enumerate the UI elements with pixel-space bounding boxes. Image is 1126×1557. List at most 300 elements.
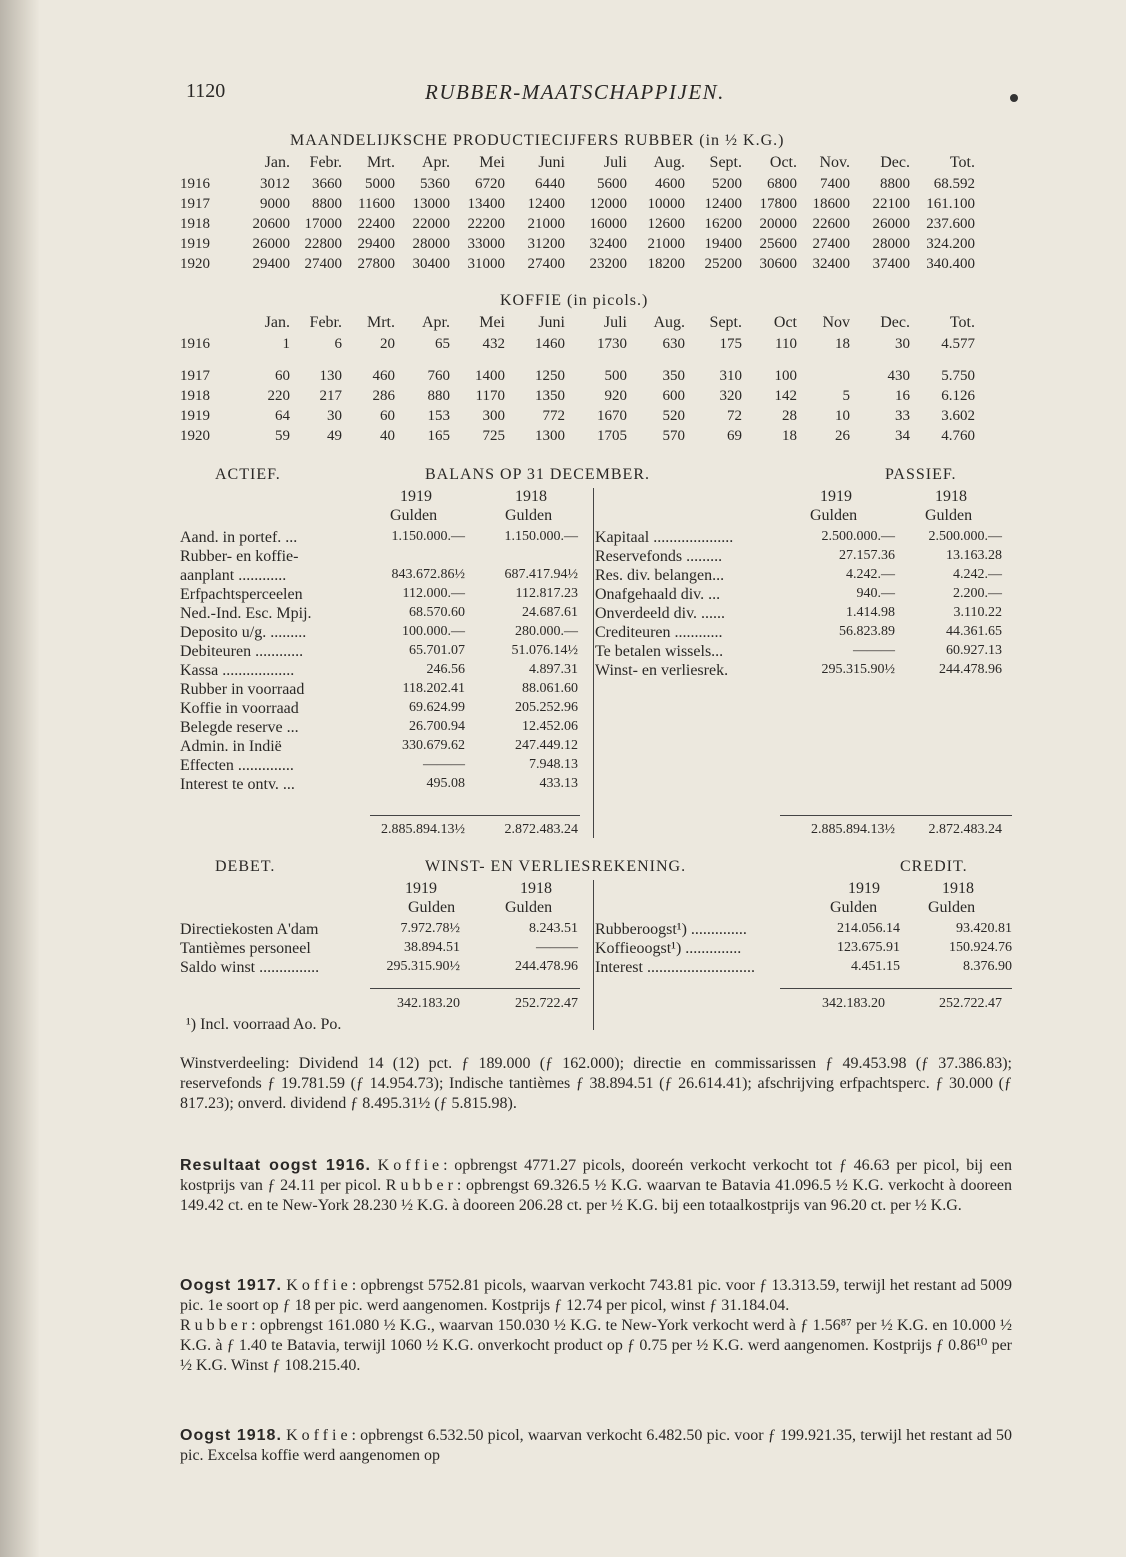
line-label: Koffieoogst¹) .............. (595, 940, 742, 957)
koffie-cell: 26 (835, 428, 850, 444)
value-1919: 4.451.15 (851, 959, 900, 974)
value-1918: 687.417.94½ (504, 567, 578, 582)
rubber-cell: 161.100 (926, 196, 975, 212)
credit-unit-1919: Gulden (830, 899, 878, 916)
value-1919: 843.672.86½ (391, 567, 465, 582)
rubber-cell: 18600 (812, 196, 850, 212)
line-label: Deposito u/g. ......... (180, 624, 307, 641)
koffie-cell: 320 (719, 388, 742, 404)
debet-total-1918: 252.722.47 (515, 996, 578, 1011)
value-1918: 2.200.— (953, 586, 1002, 601)
passief-line (595, 605, 1002, 625)
koffie-year-label: 1919 (180, 408, 210, 424)
rubber-cell: 17000 (304, 216, 342, 232)
line-label: Aand. in portef. ... (180, 529, 298, 546)
value-1919: 65.701.07 (409, 643, 465, 658)
oogst-1917-paragraph (180, 1276, 1012, 1376)
rubber-cell: 3660 (312, 176, 342, 192)
value-1918: 4.242.— (953, 567, 1002, 582)
rubber-cell: 12400 (527, 196, 565, 212)
rubber-cell: 27400 (812, 236, 850, 252)
koffie-cell: 460 (372, 368, 395, 384)
line-label: Ned.-Ind. Esc. Mpij. (180, 605, 312, 622)
koffie-cell: 175 (719, 336, 742, 352)
resultaat-1916-heading: Resultaat oogst 1916. (180, 1157, 371, 1174)
rubber-cell: 237.600 (926, 216, 975, 232)
value-1919: 1.150.000.— (391, 529, 465, 544)
credit-total-1919: 342.183.20 (822, 996, 885, 1011)
koffie-cell: 880 (427, 388, 450, 404)
value-1919: 123.675.91 (837, 940, 900, 955)
rubber-table-caption: MAANDELIJKSCHE PRODUCTIECIJFERS RUBBER (in ½ K.G.) (290, 132, 785, 149)
rubber-cell: 10000 (647, 196, 685, 212)
rubber-cell: 13000 (412, 196, 450, 212)
line-label: Kassa .................. (180, 662, 295, 679)
value-1918: 93.420.81 (956, 921, 1012, 936)
rubber-cell: 340.400 (926, 256, 975, 272)
koffie-cell: 432 (482, 336, 505, 352)
koffie-year-label: 1916 (180, 336, 210, 352)
value-1918: 247.449.12 (515, 738, 578, 753)
passief-line (595, 624, 1002, 644)
rubber-cell: 16000 (589, 216, 627, 232)
value-1918: 244.478.96 (515, 959, 578, 974)
value-1918: 24.687.61 (522, 605, 578, 620)
line-label: Koffie in voorraad (180, 700, 299, 717)
koffie-cell: 5.750 (941, 368, 975, 384)
actief-unit-1918: Gulden (505, 507, 553, 524)
value-1919: 295.315.90½ (386, 959, 460, 974)
actief-line (180, 700, 578, 720)
actief-line (180, 757, 578, 777)
koffie-cell: 300 (482, 408, 505, 424)
line-label: Saldo winst ............... (180, 959, 320, 976)
rubber-cell: 30400 (412, 256, 450, 272)
actief-line (180, 586, 578, 606)
koffie-col-header: Mei (479, 314, 505, 331)
koffie-cell: 49 (327, 428, 342, 444)
koffie-cell: 40 (380, 428, 395, 444)
passief-year-1919: 1919 (820, 488, 852, 505)
rubber-cell: 22400 (357, 216, 395, 232)
koffie-cell: 430 (887, 368, 910, 384)
actief-line (180, 624, 578, 644)
passief-line (595, 548, 1002, 568)
credit-label: CREDIT. (900, 858, 968, 875)
line-label: Rubber- en koffie- (180, 548, 299, 565)
value-1919: 27.157.36 (839, 548, 895, 563)
rubber-production-table (180, 154, 1010, 274)
rubber-cell: 22100 (872, 196, 910, 212)
rubber-cell: 23200 (589, 256, 627, 272)
rubber-cell: 27800 (357, 256, 395, 272)
value-1919: 330.679.62 (402, 738, 465, 753)
koffie-year-label: 1918 (180, 388, 210, 404)
line-label: Onverdeeld div. ...... (595, 605, 726, 622)
koffie-cell: 600 (662, 388, 685, 404)
value-1918: ——— (536, 940, 578, 955)
koffie-year-label: 1920 (180, 428, 210, 444)
balans-table (180, 488, 1012, 848)
line-label: Debiteuren ............ (180, 643, 304, 660)
line-label: Onafgehaald div. ... (595, 586, 721, 603)
rubber-cell: 20600 (252, 216, 290, 232)
credit-line (595, 940, 1012, 960)
actief-line (180, 548, 578, 568)
credit-year-1919: 1919 (848, 880, 880, 897)
resultaat-1916-koffie-text: : opbrengst 4771.27 picols, dooreén verkocht verkocht tot ƒ 46.63 per picol, bij een kostprijs van ƒ 24.11 per picol. (180, 1157, 1013, 1194)
koffie-cell: 1670 (597, 408, 627, 424)
value-1919: 69.624.99 (409, 700, 465, 715)
book-spine-shadow (0, 0, 40, 1557)
koffie-cell: 60 (275, 368, 290, 384)
debet-line (180, 921, 578, 941)
ink-dot (1010, 94, 1018, 102)
passief-line (595, 567, 1002, 587)
rubber-cell: 11600 (358, 196, 395, 212)
koffie-cell: 725 (482, 428, 505, 444)
koffie-cell: 520 (662, 408, 685, 424)
rubber-col-header: Oct. (769, 154, 797, 171)
koffie-cell: 18 (782, 428, 797, 444)
actief-line (180, 719, 578, 739)
balans-center-rule (593, 488, 594, 838)
credit-year-1918: 1918 (942, 880, 974, 897)
line-label: Erfpachtsperceelen (180, 586, 303, 603)
value-1918: 12.452.06 (522, 719, 578, 734)
koffie-cell: 630 (662, 336, 685, 352)
rubber-cell: 26000 (872, 216, 910, 232)
value-1918: 7.948.13 (529, 757, 578, 772)
koffie-col-header: Sept. (709, 314, 742, 331)
line-label: Interest ........................... (595, 959, 755, 976)
rubber-cell: 30600 (759, 256, 797, 272)
rubber-col-header: Sept. (709, 154, 742, 171)
rubber-cell: 5200 (712, 176, 742, 192)
actief-line (180, 776, 578, 796)
koffie-cell: 3.602 (941, 408, 975, 424)
line-label: Rubberoogst¹) .............. (595, 921, 747, 938)
passief-line (595, 586, 1002, 606)
koffie-cell: 1730 (597, 336, 627, 352)
passief-line (595, 662, 1002, 682)
value-1918: 112.817.23 (515, 586, 578, 601)
debet-line (180, 959, 578, 979)
rubber-year-label: 1918 (180, 216, 210, 232)
rubber-cell: 25600 (759, 236, 797, 252)
rubber-col-header: Nov. (819, 154, 850, 171)
koffie-cell: 1460 (535, 336, 565, 352)
winst-title: WINST- EN VERLIESREKENING. (425, 858, 687, 875)
resultaat-1916-rubber-text: : opbrengst 69.326.5 ½ K.G. waarvan te Batavia 41.096.5 ½ K.G. verkocht à dooreen 149.42 ct. en te New-York 28.230 ½ K.G. à dooreen 206.28 ct. per ½ K.G. bij een totaalkostprijs van 96.20 ct. per ½ K.G. (180, 1177, 1012, 1214)
value-1918: 244.478.96 (939, 662, 1002, 677)
rubber-cell: 13400 (467, 196, 505, 212)
rubber-cell: 21000 (647, 236, 685, 252)
koffie-cell: 5 (842, 388, 850, 404)
value-1918: 51.076.14½ (511, 643, 578, 658)
rubber-cell: 68.592 (933, 176, 975, 192)
debet-year-1919: 1919 (405, 880, 437, 897)
value-1919: 38.894.51 (404, 940, 460, 955)
balans-title: BALANS OP 31 DECEMBER. (425, 466, 650, 483)
actief-sum-rule (370, 815, 580, 816)
value-1919: 495.08 (426, 776, 465, 791)
debet-unit-1919: Gulden (408, 899, 456, 916)
credit-line (595, 921, 1012, 941)
winst-table (180, 880, 1012, 1020)
actief-line (180, 567, 578, 587)
rubber-cell: 29400 (357, 236, 395, 252)
winst-center-rule (593, 880, 594, 1030)
koffie-cell: 59 (275, 428, 290, 444)
rubber-year-label: 1916 (180, 176, 210, 192)
koffie-cell: 34 (895, 428, 910, 444)
rubber-cell: 17800 (759, 196, 797, 212)
rubber-cell: 4600 (655, 176, 685, 192)
oogst-1918-paragraph (180, 1426, 1012, 1466)
value-1919: 2.500.000.— (821, 529, 895, 544)
rubber-cell: 33000 (467, 236, 505, 252)
line-label: Effecten .............. (180, 757, 294, 774)
koffie-col-header: Apr. (422, 314, 450, 331)
koffie-cell: 760 (427, 368, 450, 384)
rubber-cell: 16200 (704, 216, 742, 232)
rubber-cell: 5000 (365, 176, 395, 192)
line-label: aanplant ............ (180, 567, 287, 584)
winst-footnote: ¹) Incl. voorraad Ao. Po. (186, 1016, 342, 1033)
value-1918: 13.163.28 (946, 548, 1002, 563)
actief-total-1919: 2.885.894.13½ (381, 822, 465, 837)
value-1918: 205.252.96 (515, 700, 578, 715)
rubber-cell: 32400 (589, 236, 627, 252)
rubber-label-1917: Rubber (180, 1317, 252, 1334)
actief-line (180, 529, 578, 549)
value-1919: ——— (853, 643, 895, 658)
koffie-col-header: Oct (773, 314, 797, 331)
rubber-cell: 7400 (820, 176, 850, 192)
value-1918: 88.061.60 (522, 681, 578, 696)
passief-label: PASSIEF. (885, 466, 957, 483)
koffie-cell: 20 (380, 336, 395, 352)
koffie-cell: 72 (727, 408, 742, 424)
debet-line (180, 940, 578, 960)
value-1918: 44.361.65 (946, 624, 1002, 639)
koffie-cell: 1300 (535, 428, 565, 444)
value-1919: 118.202.41 (402, 681, 465, 696)
passief-unit-1919: Gulden (810, 507, 858, 524)
rubber-cell: 28000 (872, 236, 910, 252)
koffie-cell: 30 (895, 336, 910, 352)
debet-total-1919: 342.183.20 (397, 996, 460, 1011)
rubber-year-label: 1917 (180, 196, 210, 212)
koffie-cell: 1250 (535, 368, 565, 384)
rubber-col-header: Mei (479, 154, 505, 171)
line-label: Tantièmes personeel (180, 940, 311, 957)
rubber-cell: 25200 (704, 256, 742, 272)
value-1918: 3.110.22 (953, 605, 1002, 620)
koffie-cell: 153 (427, 408, 450, 424)
oogst-1918-heading: Oogst 1918. (180, 1427, 282, 1444)
line-label: Kapitaal .................... (595, 529, 734, 546)
koffie-cell: 220 (267, 388, 290, 404)
actief-line (180, 643, 578, 663)
koffie-cell: 28 (782, 408, 797, 424)
rubber-col-header: Tot. (949, 154, 975, 171)
debet-unit-1918: Gulden (505, 899, 553, 916)
value-1919: 68.570.60 (409, 605, 465, 620)
actief-line (180, 738, 578, 758)
rubber-cell: 20000 (759, 216, 797, 232)
rubber-cell: 12400 (704, 196, 742, 212)
actief-unit-1919: Gulden (390, 507, 438, 524)
koffie-cell: 1 (282, 336, 290, 352)
passief-total-1919: 2.885.894.13½ (811, 822, 895, 837)
rubber-col-header: Aug. (653, 154, 685, 171)
passief-unit-1918: Gulden (925, 507, 973, 524)
koffie-cell: 1400 (475, 368, 505, 384)
koffie-cell: 65 (435, 336, 450, 352)
rubber-cell: 5360 (420, 176, 450, 192)
koffie-cell: 130 (319, 368, 342, 384)
credit-sum-rule (780, 988, 1012, 989)
value-1918: 2.500.000.— (928, 529, 1002, 544)
value-1919: ——— (423, 757, 465, 772)
value-1919: 295.315.90½ (821, 662, 895, 677)
value-1919: 7.972.78½ (400, 921, 460, 936)
koffie-cell: 217 (319, 388, 342, 404)
value-1918: 150.924.76 (949, 940, 1012, 955)
koffie-cell: 1705 (597, 428, 627, 444)
value-1919: 56.823.89 (839, 624, 895, 639)
koffie-col-header: Aug. (653, 314, 685, 331)
koffie-cell: 6 (334, 336, 342, 352)
line-label: Res. div. belangen... (595, 567, 725, 584)
koffie-col-header: Juli (603, 314, 627, 331)
rubber-year-label: 1920 (180, 256, 210, 272)
rubber-cell: 22800 (304, 236, 342, 252)
koffie-cell: 4.760 (941, 428, 975, 444)
koffie-year-label: 1917 (180, 368, 210, 384)
actief-year-1918: 1918 (515, 488, 547, 505)
rubber-col-header: Jan. (264, 154, 290, 171)
rubber-cell: 28000 (412, 236, 450, 252)
koffie-col-header: Febr. (309, 314, 342, 331)
value-1918: 60.927.13 (946, 643, 1002, 658)
line-label: Directiekosten A'dam (180, 921, 319, 938)
actief-total-1918: 2.872.483.24 (504, 822, 578, 837)
passief-line (595, 529, 1002, 549)
passief-year-1918: 1918 (935, 488, 967, 505)
rubber-col-header: Juli (603, 154, 627, 171)
rubber-cell: 6720 (475, 176, 505, 192)
credit-line (595, 959, 1012, 979)
koffie-col-header: Nov (822, 314, 850, 331)
koffie-production-table (180, 314, 1010, 454)
rubber-year-label: 1919 (180, 236, 210, 252)
passief-sum-rule (780, 815, 1012, 816)
line-label: Crediteuren ............ (595, 624, 723, 641)
oogst-1918-koffie-text: : opbrengst 6.532.50 picol, waarvan verkocht 6.482.50 pic. voor ƒ 199.921.35, terwijl het restant ad 50 pic. Excelsa koffie werd aangenomen op (180, 1427, 1012, 1464)
koffie-cell: 100 (774, 368, 797, 384)
koffie-cell: 69 (727, 428, 742, 444)
value-1918: 433.13 (539, 776, 578, 791)
oogst-1917-koffie-text: : opbrengst 5752.81 picols, waarvan verkocht 743.81 pic. voor ƒ 13.313.59, terwijl het restant ad 5009 pic. 1e soort op ƒ 18 per pic. werd aangenomen. Kostprijs ƒ 12.74 per picol, winst ƒ 31.184.04. (180, 1277, 1013, 1314)
koffie-cell: 33 (895, 408, 910, 424)
rubber-cell: 22600 (812, 216, 850, 232)
oogst-1917-heading: Oogst 1917. (180, 1277, 282, 1294)
actief-label: ACTIEF. (215, 466, 281, 483)
koffie-cell: 60 (380, 408, 395, 424)
koffie-cell: 110 (775, 336, 797, 352)
koffie-cell: 310 (719, 368, 742, 384)
rubber-cell: 27400 (527, 256, 565, 272)
rubber-cell: 5600 (597, 176, 627, 192)
rubber-cell: 18200 (647, 256, 685, 272)
koffie-cell: 64 (275, 408, 290, 424)
koffie-table-caption: KOFFIE (in picols.) (500, 292, 649, 309)
actief-year-1919: 1919 (400, 488, 432, 505)
rubber-col-header: Juni (538, 154, 565, 171)
line-label: Reservefonds ......... (595, 548, 723, 565)
rubber-cell: 8800 (880, 176, 910, 192)
koffie-label-1918: Koffie (286, 1427, 352, 1444)
rubber-col-header: Dec. (880, 154, 910, 171)
rubber-cell: 31200 (527, 236, 565, 252)
actief-line (180, 681, 578, 701)
line-label: Admin. in Indië (180, 738, 282, 755)
winstverdeeling-paragraph: Winstverdeeling: Dividend 14 (12) pct. ƒ 189.000 (ƒ 162.000); directie en commissarissen ƒ 49.453.98 (ƒ 37.386.83); reservefonds ƒ 19.781.59 (ƒ 14.954.73); Indische tantièmes ƒ 38.894.51 (ƒ 26.614.41); afschrijving erfpachtsperc. ƒ 30.000 (ƒ 817.23); onverd. dividend ƒ 8.495.31½ (ƒ 5.815.98). (180, 1055, 1012, 1112)
rubber-cell: 9000 (260, 196, 290, 212)
koffie-cell: 920 (604, 388, 627, 404)
rubber-cell: 19400 (704, 236, 742, 252)
credit-total-1918: 252.722.47 (939, 996, 1002, 1011)
line-label: Te betalen wissels... (595, 643, 724, 660)
credit-unit-1918: Gulden (928, 899, 976, 916)
line-label: Winst- en verliesrek. (595, 662, 729, 679)
value-1918: 1.150.000.— (504, 529, 578, 544)
rubber-cell: 27400 (304, 256, 342, 272)
passief-total-1918: 2.872.483.24 (928, 822, 1002, 837)
koffie-cell: 10 (835, 408, 850, 424)
value-1919: 112.000.— (402, 586, 465, 601)
value-1919: 100.000.— (402, 624, 465, 639)
page-title: RUBBER-MAATSCHAPPIJEN. (425, 80, 725, 104)
rubber-label-1916: Rubber (385, 1177, 457, 1194)
value-1919: 246.56 (426, 662, 465, 677)
rubber-cell: 8800 (312, 196, 342, 212)
koffie-col-header: Jan. (264, 314, 290, 331)
rubber-cell: 29400 (252, 256, 290, 272)
rubber-cell: 37400 (872, 256, 910, 272)
koffie-cell: 6.126 (941, 388, 975, 404)
rubber-cell: 6800 (767, 176, 797, 192)
koffie-cell: 4.577 (941, 336, 975, 352)
rubber-col-header: Apr. (422, 154, 450, 171)
koffie-col-header: Dec. (880, 314, 910, 331)
rubber-cell: 21000 (527, 216, 565, 232)
actief-line (180, 662, 578, 682)
rubber-cell: 3012 (260, 176, 290, 192)
koffie-cell: 1350 (535, 388, 565, 404)
koffie-cell: 30 (327, 408, 342, 424)
rubber-col-header: Febr. (309, 154, 342, 171)
koffie-label-1916: Koffie (377, 1157, 444, 1174)
page-number: 1120 (186, 80, 226, 102)
koffie-col-header: Juni (538, 314, 565, 331)
passief-line (595, 643, 1002, 663)
rubber-cell: 31000 (467, 256, 505, 272)
value-1919: 940.— (856, 586, 895, 601)
